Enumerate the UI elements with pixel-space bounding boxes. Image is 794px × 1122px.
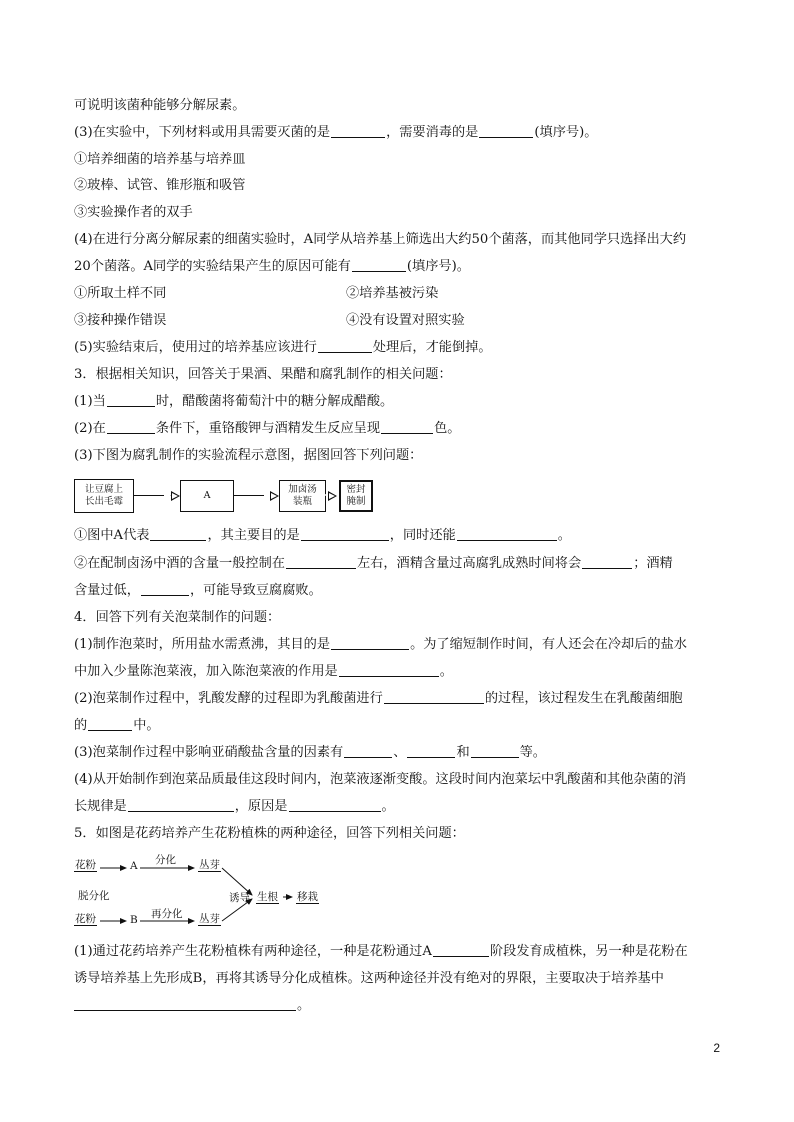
- flow-text: 腌制: [346, 496, 366, 507]
- text: 3．根据相关知识，回答关于果酒、果醋和腐乳制作的相关问题：: [74, 367, 452, 382]
- text: ③实验操作者的双手: [74, 205, 193, 220]
- fill-blank[interactable]: [289, 798, 381, 812]
- flow-box-a: [180, 480, 234, 512]
- question-3-4: [74, 231, 724, 249]
- flow-box-seal: [339, 480, 373, 512]
- text: 中。: [133, 718, 160, 733]
- text: 。: [439, 664, 453, 679]
- flow-arrow-head: [328, 491, 337, 501]
- text: 、: [393, 745, 407, 760]
- text: 诱导培养基上先形成B，再将其诱导分化成植株。这两种途径并没有绝对的界限，主要取决于培养基中: [74, 971, 664, 986]
- node-a: A: [130, 860, 138, 872]
- fill-blank[interactable]: [150, 527, 206, 541]
- text: (2)泡菜制作过程中，乳酸发酵的过程即为乳酸菌进行: [74, 691, 383, 706]
- text-line: [74, 527, 724, 545]
- question-3-title: [74, 366, 724, 384]
- text-line: [74, 393, 724, 411]
- text: 左右，酒精含量过高腐乳成熟时间将会: [357, 556, 582, 571]
- text: (填序号)。: [406, 259, 470, 274]
- fill-blank[interactable]: [471, 744, 519, 758]
- text-line: [74, 798, 724, 816]
- text: 含量过低，: [74, 583, 140, 598]
- fill-blank[interactable]: [339, 663, 439, 677]
- fill-blank[interactable]: [384, 690, 484, 704]
- text: 。: [381, 799, 395, 814]
- node-transplant: 移栽: [297, 891, 318, 903]
- text: ，原因是: [234, 799, 288, 814]
- text: 条件下，重铬酸钾与酒精发生反应呈现: [155, 421, 381, 436]
- node-b: B: [130, 914, 138, 926]
- text: 。: [297, 998, 311, 1013]
- text: (4)从开始制作到泡菜品质最佳这段时间内，泡菜液逐渐变酸。这段时间内泡菜坛中乳酸菌和其他杂菌的消: [74, 772, 687, 787]
- text: ①培养细菌的培养基与培养皿: [74, 152, 246, 167]
- fill-blank[interactable]: [286, 555, 356, 569]
- question-3-5: [74, 339, 724, 357]
- flow-arrow: [234, 495, 271, 496]
- text: 色。: [434, 421, 461, 436]
- text-line: [74, 997, 724, 1015]
- text-line: [74, 771, 724, 789]
- fill-blank[interactable]: [107, 420, 155, 434]
- text: 等。: [519, 745, 546, 760]
- text-line: [74, 970, 724, 988]
- text: 5．如图是花药培养产生花粉植株的两种途径，回答下列相关问题：: [74, 826, 465, 841]
- text: 4．回答下列有关泡菜制作的问题：: [74, 610, 281, 625]
- label-redifferentiate: 再分化: [151, 908, 183, 920]
- fill-blank[interactable]: [128, 798, 234, 812]
- text: ，需要消毒的是: [386, 125, 479, 140]
- text: ，其主要目的是: [207, 528, 300, 543]
- fill-blank[interactable]: [352, 258, 406, 272]
- fill-blank[interactable]: [141, 582, 189, 596]
- tofu-flow-diagram: [74, 479, 374, 515]
- question-3-3: [74, 124, 724, 142]
- text-line: [74, 420, 724, 438]
- text: 和: [456, 745, 470, 760]
- flow-text: 长出毛霉: [84, 496, 123, 507]
- text: (1)通过花药培养产生花粉植株有两种途径，一种是花粉通过A: [74, 944, 432, 959]
- fill-blank[interactable]: [331, 636, 409, 650]
- flow-box-mold: [74, 479, 134, 513]
- option-line: [346, 312, 465, 330]
- page-number: 2: [713, 1041, 720, 1055]
- node-shoot-top: 丛芽: [199, 859, 220, 871]
- text: (1)制作泡菜时，所用盐水需煮沸，其目的是: [74, 637, 331, 652]
- fill-blank[interactable]: [318, 339, 372, 353]
- node-shoot-bottom: 丛芽: [199, 913, 220, 925]
- text: (3)下图为腐乳制作的实验流程示意图，据图回答下列问题：: [74, 448, 423, 463]
- text: 的: [74, 718, 88, 733]
- flow-arrow-head: [270, 491, 279, 501]
- text-line: [74, 690, 724, 708]
- fill-blank[interactable]: [407, 744, 455, 758]
- node-root: 生根: [257, 891, 278, 903]
- flow-arrow-head: [171, 491, 180, 501]
- text: ④没有设置对照实验: [346, 313, 465, 328]
- text: 20个菌落。A同学的实验结果产生的原因可能有: [74, 259, 351, 274]
- flow-text: 密封: [346, 484, 366, 495]
- fill-blank[interactable]: [74, 997, 296, 1011]
- text: 。为了缩短制作时间，有人还会在冷却后的盐水: [410, 637, 687, 652]
- text: ③接种操作错误: [74, 313, 167, 328]
- option-line: [74, 204, 724, 222]
- label-dedifferentiate: 脱分化: [78, 890, 110, 902]
- fill-blank[interactable]: [479, 124, 533, 138]
- option-line: [74, 151, 724, 169]
- text: (2)在: [74, 421, 106, 436]
- flow-text: 加卤汤: [288, 484, 317, 495]
- text-line: [74, 744, 724, 762]
- text: 中加入少量陈泡菜液，加入陈泡菜液的作用是: [74, 664, 338, 679]
- text-line: [74, 943, 724, 961]
- text: ②玻棒、试管、锥形瓶和吸管: [74, 178, 246, 193]
- text: (3)泡菜制作过程中影响亚硝酸盐含量的因素有: [74, 745, 344, 760]
- text-line: [74, 555, 724, 573]
- text: ①图中A代表: [74, 528, 150, 543]
- fill-blank[interactable]: [582, 555, 632, 569]
- text: (3)在实验中，下列材料或用具需要灭菌的是: [74, 125, 331, 140]
- text: 长规律是: [74, 799, 127, 814]
- node-pollen-top: 花粉: [75, 859, 96, 871]
- text-line: [74, 717, 724, 735]
- text: (5)实验结束后，使用过的培养基应该进行: [74, 340, 317, 355]
- text-line: [74, 258, 724, 276]
- flow-text: 装瓶: [292, 496, 312, 507]
- text: (填序号)。: [534, 125, 598, 140]
- fill-blank[interactable]: [344, 744, 392, 758]
- flow-arrow: [134, 495, 171, 496]
- text: 。: [557, 528, 571, 543]
- text: 时，醋酸菌将葡萄汁中的糖分解成醋酸。: [155, 394, 394, 409]
- question-5-title: [74, 825, 724, 843]
- label-differentiate: 分化: [155, 854, 176, 866]
- fill-blank[interactable]: [433, 943, 489, 957]
- text: ②在配制卤汤中酒的含量一般控制在: [74, 556, 285, 571]
- text: ②培养基被污染: [346, 286, 439, 301]
- text: (1)当: [74, 394, 106, 409]
- text-line: [74, 447, 724, 465]
- text: ，同时还能: [389, 528, 456, 543]
- option-line: [346, 285, 438, 303]
- text: 的过程，该过程发生在乳酸菌细胞: [484, 691, 683, 706]
- text: ①所取土样不同: [74, 286, 167, 301]
- fill-blank[interactable]: [331, 124, 385, 138]
- text: 阶段发育成植株，另一种是花粉在: [489, 944, 688, 959]
- text-line: [74, 97, 724, 115]
- label-induce: 诱导: [229, 892, 250, 904]
- text-line: [74, 582, 724, 600]
- text-line: [74, 636, 724, 654]
- text: 可说明该菌种能够分解尿素。: [74, 98, 246, 113]
- anther-culture-diagram: [74, 855, 334, 935]
- option-line: [74, 177, 724, 195]
- flow-text: 让豆腐上: [84, 484, 123, 495]
- fill-blank[interactable]: [107, 393, 155, 407]
- node-pollen-bottom: 花粉: [75, 913, 96, 925]
- flow-text: A: [203, 490, 211, 501]
- text: (4)在进行分离分解尿素的细菌实验时，A同学从培养基上筛选出大约50个菌落，而其他同学只选择出大约: [74, 232, 687, 247]
- fill-blank[interactable]: [381, 420, 433, 434]
- question-4-title: [74, 609, 724, 627]
- text: 处理后，才能倒掉。: [372, 340, 492, 355]
- text: ；酒精: [633, 556, 673, 571]
- fill-blank[interactable]: [457, 527, 557, 541]
- fill-blank[interactable]: [88, 717, 132, 731]
- text-line: [74, 663, 724, 681]
- text: ，可能导致豆腐腐败。: [189, 583, 322, 598]
- fill-blank[interactable]: [301, 527, 389, 541]
